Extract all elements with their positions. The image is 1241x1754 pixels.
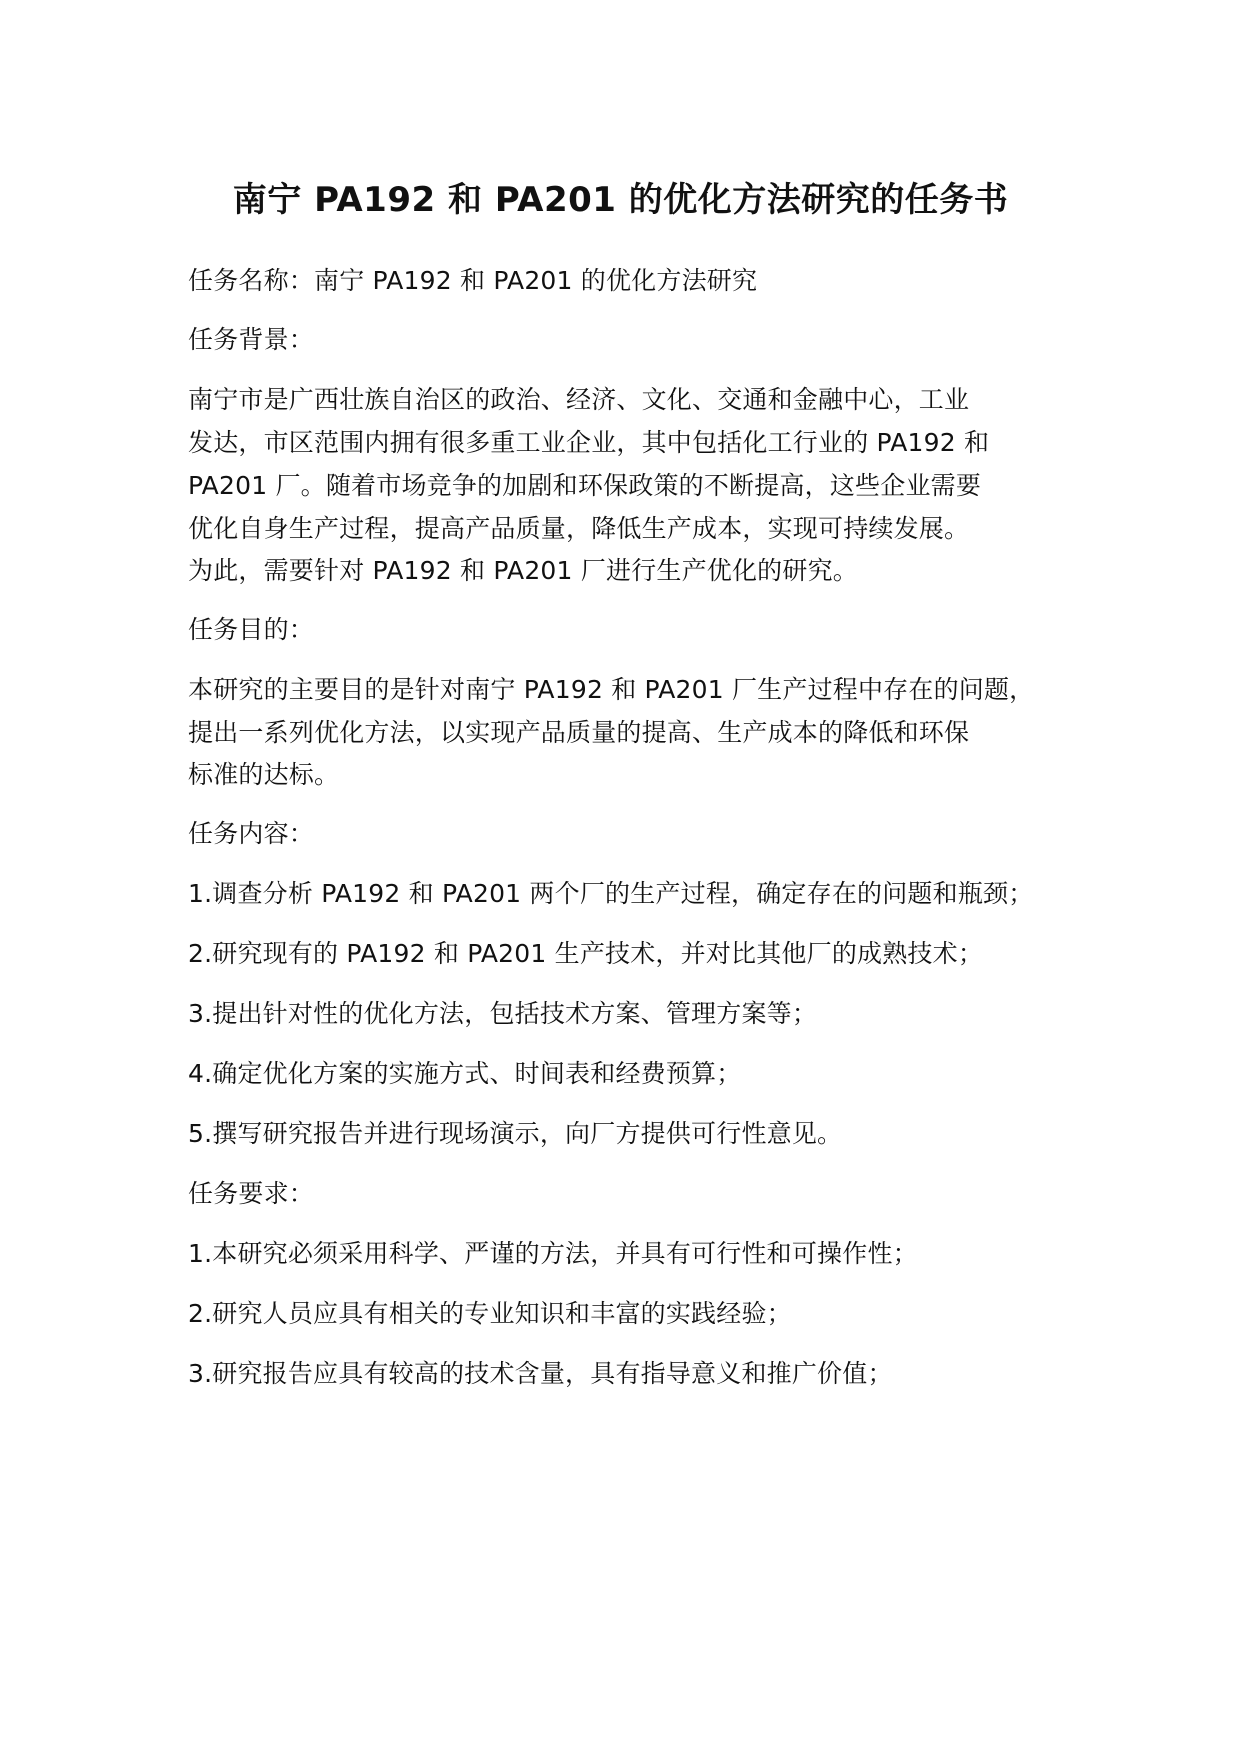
content-item: 1.调查分析 PA192 和 PA201 两个厂的生产过程，确定存在的问题和瓶颈； xyxy=(188,879,1034,908)
purpose-line: 本研究的主要目的是针对南宁 PA192 和 PA201 厂生产过程中存在的问题， xyxy=(188,675,1035,704)
purpose-heading: 任务目的： xyxy=(188,615,315,644)
content-item: 5.撰写研究报告并进行现场演示，向厂方提供可行性意见。 xyxy=(188,1119,843,1148)
content-item: 3.提出针对性的优化方法，包括技术方案、管理方案等； xyxy=(188,999,818,1028)
background-line: 优化自身生产过程，提高产品质量，降低生产成本，实现可持续发展。 xyxy=(188,514,970,543)
background-heading: 任务背景： xyxy=(188,325,315,354)
task-name: 任务名称：南宁 PA192 和 PA201 的优化方法研究 xyxy=(188,266,758,295)
purpose-line: 提出一系列优化方法，以实现产品质量的提高、生产成本的降低和环保 xyxy=(188,718,970,747)
background-line: 南宁市是广西壮族自治区的政治、经济、文化、交通和金融中心，工业 xyxy=(188,385,970,414)
background-line: 为此，需要针对 PA192 和 PA201 厂进行生产优化的研究。 xyxy=(188,556,858,585)
content-item: 4.确定优化方案的实施方式、时间表和经费预算； xyxy=(188,1059,742,1088)
requirements-item: 1.本研究必须采用科学、严谨的方法，并具有可行性和可操作性； xyxy=(188,1239,918,1268)
requirements-heading: 任务要求： xyxy=(188,1179,315,1208)
background-line: 发达，市区范围内拥有很多重工业企业，其中包括化工行业的 PA192 和 xyxy=(188,428,990,457)
requirements-item: 2.研究人员应具有相关的专业知识和丰富的实践经验； xyxy=(188,1299,792,1328)
content-heading: 任务内容： xyxy=(188,819,315,848)
document-title: 南宁 PA192 和 PA201 的优化方法研究的任务书 xyxy=(232,180,1009,220)
purpose-line: 标准的达标。 xyxy=(188,760,340,789)
requirements-item: 3.研究报告应具有较高的技术含量，具有指导意义和推广价值； xyxy=(188,1359,893,1388)
content-item: 2.研究现有的 PA192 和 PA201 生产技术，并对比其他厂的成熟技术； xyxy=(188,939,984,968)
background-line: PA201 厂。随着市场竞争的加剧和环保政策的不断提高，这些企业需要 xyxy=(188,471,982,500)
